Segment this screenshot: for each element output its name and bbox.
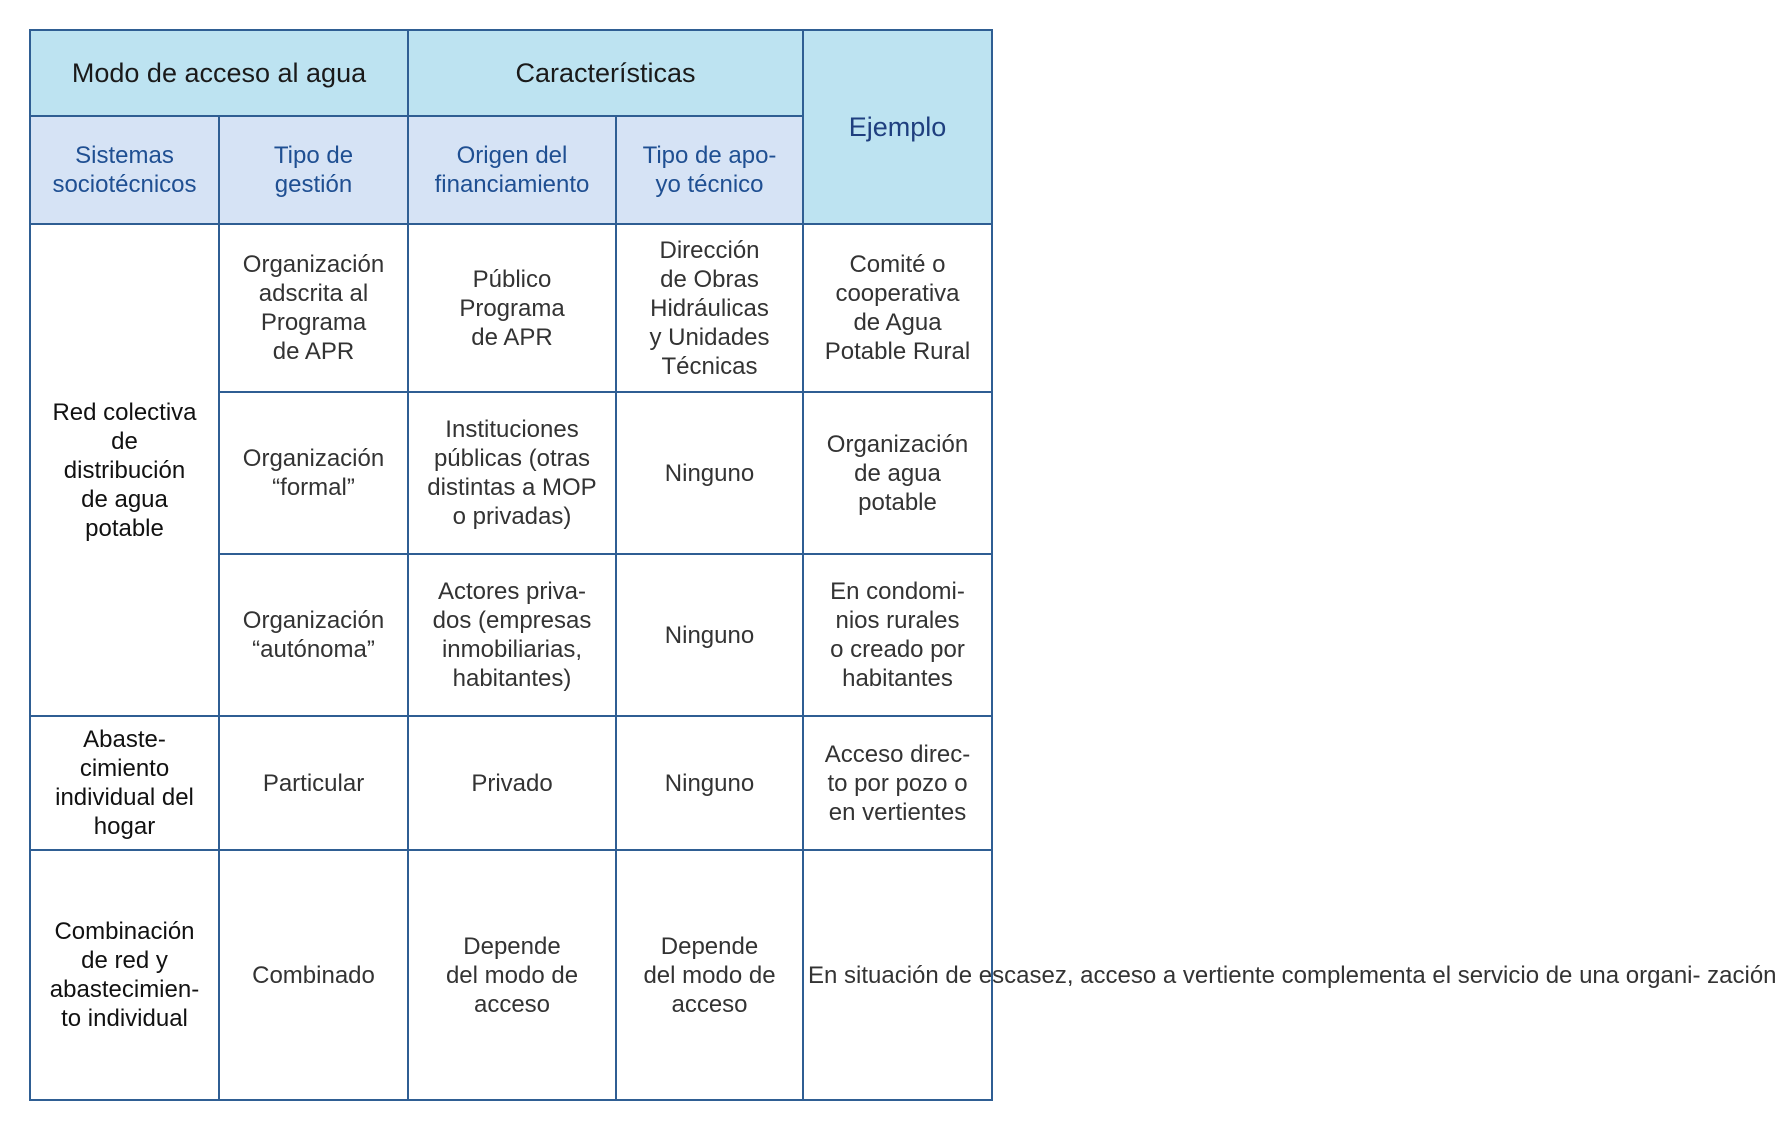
header-ejemplo: Ejemplo	[803, 30, 992, 224]
table-row	[30, 850, 992, 1100]
cell-ejemplo: En situación de escasez, acceso a vertiente complementa el servicio de una organi- zación	[803, 850, 992, 1100]
cell-gestion: Particular	[219, 716, 408, 850]
cell-ejemplo: Organización de agua potable	[803, 392, 992, 554]
group-red-colectiva: Red colectiva de distribución de agua potable	[30, 224, 219, 716]
water-access-table	[29, 29, 1777, 1101]
cell-origen: Instituciones públicas (otras distintas a MOP o privadas)	[408, 392, 616, 554]
header-sistemas: Sistemas sociotécnicos	[30, 116, 219, 224]
header-origen: Origen del financiamiento	[408, 116, 616, 224]
cell-apoyo: Ninguno	[616, 554, 803, 716]
cell-gestion: Organización adscrita al Programa de APR	[219, 224, 408, 392]
table-row	[30, 224, 992, 392]
cell-apoyo: Depende del modo de acceso	[616, 850, 803, 1100]
cell-gestion: Organización “formal”	[219, 392, 408, 554]
header-tipo-gestion: Tipo de gestión	[219, 116, 408, 224]
cell-origen: Actores priva- dos (empresas inmobiliarias, habitantes)	[408, 554, 616, 716]
cell-ejemplo: Acceso direc- to por pozo o en vertientes	[803, 716, 992, 850]
header-row-1	[30, 30, 992, 116]
cell-origen: Público Programa de APR	[408, 224, 616, 392]
header-tipo-apoyo: Tipo de apo- yo técnico	[616, 116, 803, 224]
cell-gestion: Combinado	[219, 850, 408, 1100]
group-abastecimiento-individual: Abaste- cimiento individual del hogar	[30, 716, 219, 850]
cell-ejemplo: Comité o cooperativa de Agua Potable Rural	[803, 224, 992, 392]
cell-gestion: Organización “autónoma”	[219, 554, 408, 716]
header-modo-acceso: Modo de acceso al agua	[30, 30, 408, 116]
cell-ejemplo: En condomi- nios rurales o creado por habitantes	[803, 554, 992, 716]
header-caracteristicas: Características	[408, 30, 803, 116]
cell-apoyo: Ninguno	[616, 716, 803, 850]
cell-apoyo: Dirección de Obras Hidráulicas y Unidades Técnicas	[616, 224, 803, 392]
group-combinacion: Combinación de red y abastecimien- to individual	[30, 850, 219, 1100]
cell-apoyo: Ninguno	[616, 392, 803, 554]
cell-origen: Privado	[408, 716, 616, 850]
cell-origen: Depende del modo de acceso	[408, 850, 616, 1100]
table-row	[30, 716, 992, 850]
